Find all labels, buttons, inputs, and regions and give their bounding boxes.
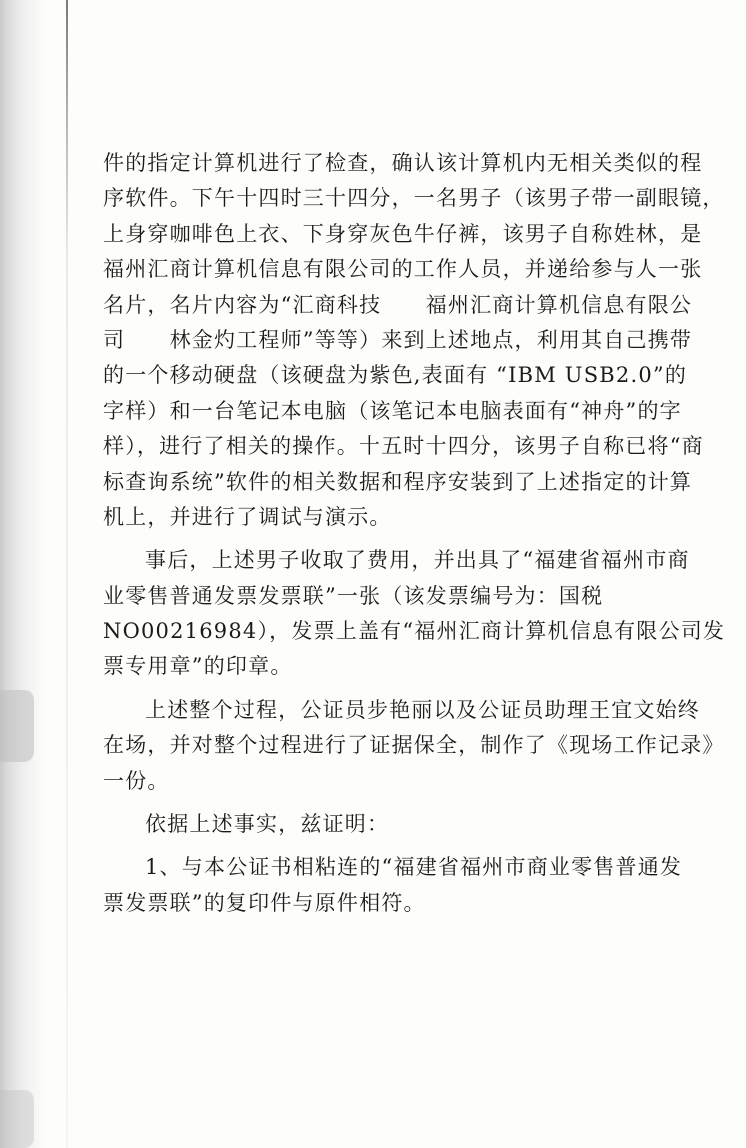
document-body (103, 146, 726, 921)
text-line: 1、与本公证书相粘连的“福建省福州市商业零售普通发 (145, 855, 683, 880)
text-line: 司 林金灼工程师”等等）来到上述地点，利用其自己携带 (103, 327, 693, 352)
text-line: NO00216984），发票上盖有“福州汇商计算机信息有限公司发 (103, 619, 726, 644)
text-line: 上述整个过程，公证员步艳丽以及公证员助理王宜文始终 (145, 697, 700, 722)
text-line: 名片，名片内容为“汇商科技 福州汇商计算机信息有限公 (103, 292, 693, 317)
scan-blot (0, 1090, 34, 1148)
paragraph (103, 807, 713, 842)
text-line: 样），进行了相关的操作。十五时十四分，该男子自称已将“商 (103, 434, 704, 459)
text-line: 一份。 (103, 768, 170, 793)
scan-blot (0, 690, 34, 762)
text-line: 上身穿咖啡色上衣、下身穿灰色牛仔裤，该男子自称姓林，是 (103, 221, 703, 246)
scan-edge-shadow (0, 0, 46, 1148)
text-line: 事后，上述男子收取了费用，并出具了“福建省福州市商 (145, 548, 690, 573)
text-line: 业零售普通发票发票联”一张（该发票编号为：国税 (103, 583, 604, 608)
text-line: 依据上述事实，兹证明： (145, 812, 390, 837)
text-line: 在场，并对整个过程进行了证据保全，制作了《现场工作记录》 (103, 733, 725, 758)
text-line: 的一个移动硬盘（该硬盘为紫色,表面有 “IBM USB2.0”的 (103, 363, 688, 388)
paragraph (103, 146, 725, 535)
text-line: 件的指定计算机进行了检查，确认该计算机内无相关类似的程 (103, 151, 703, 175)
text-line: 票专用章”的印章。 (103, 654, 293, 679)
text-line: 机上，并进行了调试与演示。 (103, 504, 392, 529)
paragraph (103, 850, 713, 921)
text-line: 标查询系统”软件的相关数据和程序安装到了上述指定的计算 (103, 469, 693, 494)
text-line: 票发票联”的复印件与原件相符。 (103, 890, 426, 915)
text-line: 字样）和一台笔记本电脑（该笔记本电脑表面有“神舟”的字 (103, 398, 682, 423)
paragraph (103, 693, 725, 799)
paragraph (103, 543, 726, 685)
text-line: 序软件。下午十四时三十四分，一名男子（该男子带一副眼镜， (103, 186, 725, 211)
scan-fold-line (66, 0, 68, 1148)
text-line: 福州汇商计算机信息有限公司的工作人员，并递给参与人一张 (103, 257, 703, 282)
